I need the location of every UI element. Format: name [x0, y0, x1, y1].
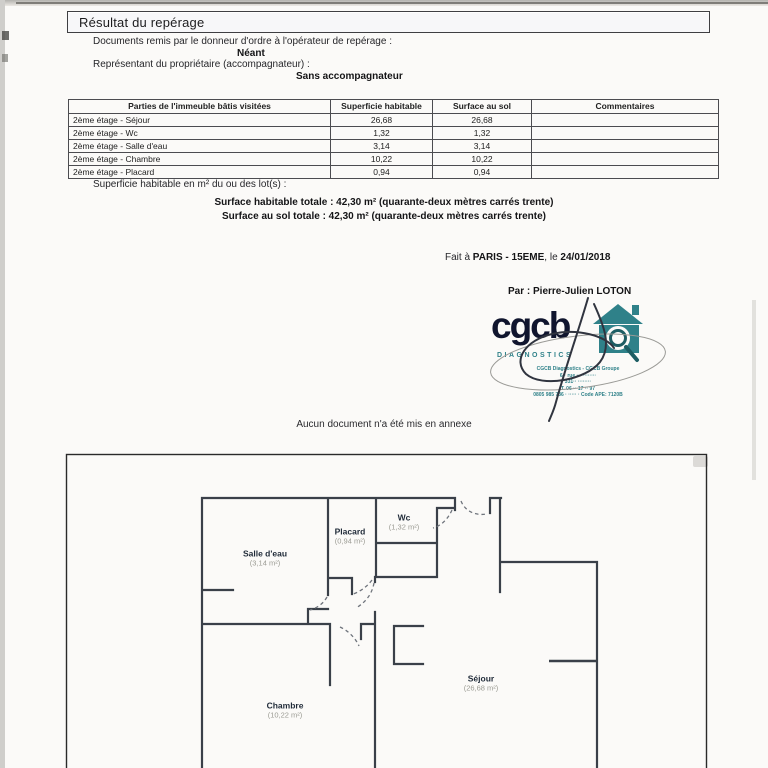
section-title: Résultat du repérage	[79, 14, 205, 30]
fait-a-prefix: Fait à	[445, 252, 473, 263]
room-area: (10,22 m²)	[267, 710, 303, 720]
stamp-line: 6·· rue ··· ········	[559, 372, 597, 379]
col-header-commentaires: Commentaires	[532, 100, 719, 114]
plan-border	[67, 455, 707, 768]
room-name: Séjour	[467, 673, 495, 684]
cell-habitable: 0,94	[331, 166, 433, 179]
cell-part: 2ème étage - Chambre	[69, 153, 331, 166]
plan-room-chambre	[267, 701, 304, 720]
cell-part: 2ème étage - Wc	[69, 127, 331, 140]
representative-label: Représentant du propriétaire (accompagnateur) :	[93, 59, 310, 70]
documents-label: Documents remis par le donneur d'ordre à l'opérateur de repérage :	[93, 36, 392, 47]
brand-subtitle: DIAGNOSTICS	[497, 352, 574, 359]
plan-room-placard	[335, 527, 366, 546]
documents-value: Néant	[237, 48, 265, 59]
room-area: (26,68 m²)	[463, 683, 499, 693]
cell-part: 2ème étage - Séjour	[69, 114, 331, 127]
room-area: (3,14 m²)	[249, 558, 281, 568]
col-header-habitable: Superficie habitable	[331, 100, 433, 114]
cell-sol: 0,94	[433, 166, 532, 179]
room-name: Chambre	[266, 700, 304, 711]
room-area: (0,94 m²)	[334, 536, 366, 546]
cell-habitable: 3,14	[331, 140, 433, 153]
cell-sol: 3,14	[433, 140, 532, 153]
fait-a-le: , le	[544, 252, 561, 263]
total-habitable: Surface habitable totale : 42,30 m² (quarante-deux mètres carrés trente)	[214, 197, 554, 208]
room-name: Salle d'eau	[242, 548, 288, 559]
representative-value: Sans accompagnateur	[296, 71, 403, 82]
room-area: (1,32 m²)	[388, 522, 420, 532]
cell-sol: 10,22	[433, 153, 532, 166]
annexe-note: Aucun document n'a été mis en annexe	[296, 419, 472, 430]
brand-wordmark: cgcb	[491, 305, 570, 346]
total-sol: Surface au sol totale : 42,30 m² (quarante-deux mètres carrés trente)	[221, 210, 546, 222]
col-header-sol: Surface au sol	[433, 100, 532, 114]
fait-a-date: 24/01/2018	[560, 252, 611, 263]
cell-habitable: 10,22	[331, 153, 433, 166]
plan-room-salle-deau	[243, 549, 287, 568]
operator-name: Par : Pierre-Julien LOTON	[508, 286, 632, 297]
cell-sol: 1,32	[433, 127, 532, 140]
stamp-line: 0805 985 736 · ····· · Code APE: 7120B	[533, 392, 623, 398]
plan-room-sejour	[464, 674, 499, 693]
stamp-line: CGCB Diagnostics - CGCB Groupe	[536, 366, 620, 372]
stamp-line: 331·· ········	[564, 379, 592, 385]
cell-habitable: 26,68	[331, 114, 433, 127]
plan-room-wc	[389, 513, 419, 532]
cell-habitable: 1,32	[331, 127, 433, 140]
summary-intro: Superficie habitable en m² du ou des lot(s) :	[93, 179, 287, 190]
cell-part: 2ème étage - Placard	[69, 166, 331, 179]
col-header-parts: Parties de l'immeuble bâtis visitées	[69, 100, 331, 114]
cell-part: 2ème étage - Salle d'eau	[69, 140, 331, 153]
cell-sol: 26,68	[433, 114, 532, 127]
room-name: Wc	[397, 512, 411, 523]
stamp-line: T. 06 ·· 17 ·· 97	[560, 385, 596, 392]
plan-walls	[202, 498, 597, 768]
room-name: Placard	[334, 526, 366, 537]
fait-a-city: PARIS - 15EME	[472, 252, 545, 263]
